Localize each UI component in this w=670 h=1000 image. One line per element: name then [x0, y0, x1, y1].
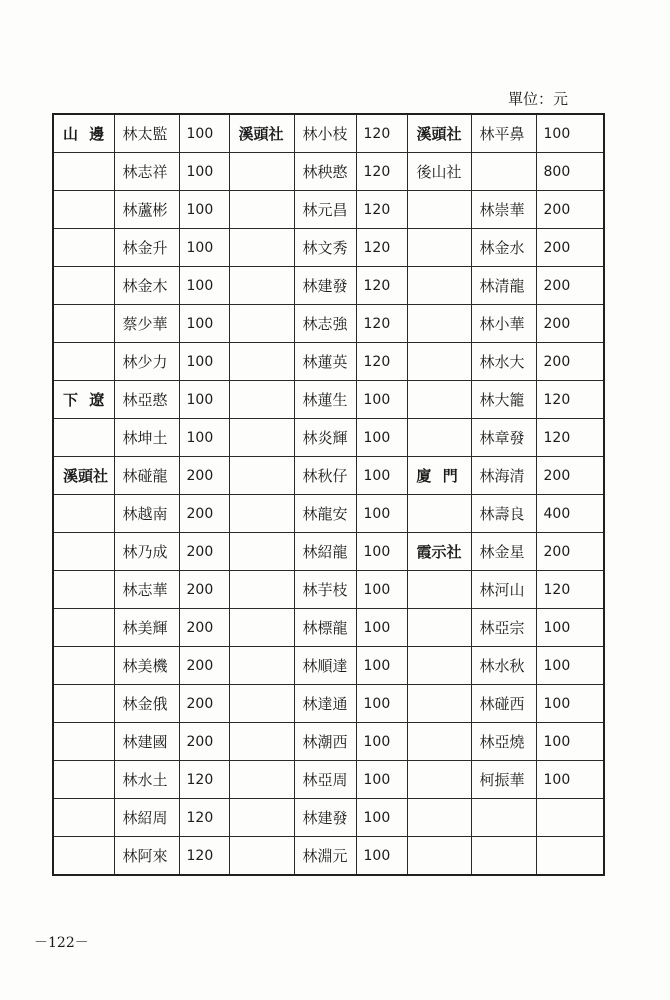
amount-cell: 100	[356, 647, 407, 685]
place-cell	[407, 647, 471, 685]
amount-cell: 100	[536, 723, 604, 761]
amount-cell: 100	[536, 609, 604, 647]
place-cell	[53, 267, 114, 305]
table-row	[53, 343, 604, 381]
donor-name-cell: 林金木	[114, 267, 179, 305]
donor-name-cell: 林平鼻	[471, 114, 536, 153]
donor-name-cell	[471, 837, 536, 876]
place-cell	[53, 419, 114, 457]
donor-name-cell: 林小枝	[294, 114, 356, 153]
place-cell: 溪頭社	[229, 114, 294, 153]
donor-name-cell: 林美輝	[114, 609, 179, 647]
place-cell	[229, 761, 294, 799]
place-cell	[407, 191, 471, 229]
amount-cell: 100	[179, 191, 229, 229]
table-row	[53, 381, 604, 419]
amount-cell: 120	[356, 114, 407, 153]
place-cell	[229, 495, 294, 533]
amount-cell: 100	[356, 571, 407, 609]
place-cell	[53, 799, 114, 837]
amount-cell: 100	[536, 761, 604, 799]
amount-cell: 100	[179, 229, 229, 267]
donor-name-cell: 林志祥	[114, 153, 179, 191]
amount-cell: 100	[356, 609, 407, 647]
place-cell	[53, 343, 114, 381]
donor-name-cell: 林越南	[114, 495, 179, 533]
donor-name-cell: 林建發	[294, 267, 356, 305]
place-cell	[53, 229, 114, 267]
donor-name-cell: 林崇華	[471, 191, 536, 229]
place-cell	[53, 533, 114, 571]
amount-cell: 100	[356, 761, 407, 799]
donor-name-cell: 林海清	[471, 457, 536, 495]
donor-name-cell: 林金星	[471, 533, 536, 571]
place-cell	[53, 153, 114, 191]
place-cell	[407, 609, 471, 647]
table-row	[53, 571, 604, 609]
place-cell	[53, 723, 114, 761]
donor-name-cell: 林建國	[114, 723, 179, 761]
donor-name-cell: 林坤土	[114, 419, 179, 457]
amount-cell: 200	[536, 457, 604, 495]
amount-cell: 100	[356, 495, 407, 533]
place-cell	[53, 495, 114, 533]
amount-cell: 100	[536, 114, 604, 153]
amount-cell: 100	[356, 799, 407, 837]
table-row	[53, 609, 604, 647]
donor-name-cell: 林大籠	[471, 381, 536, 419]
amount-cell: 200	[179, 685, 229, 723]
donor-name-cell: 林達通	[294, 685, 356, 723]
table-row	[53, 457, 604, 495]
amount-cell: 200	[536, 267, 604, 305]
place-cell	[407, 685, 471, 723]
place-cell	[407, 343, 471, 381]
place-cell	[407, 229, 471, 267]
amount-cell: 100	[179, 114, 229, 153]
amount-cell: 120	[356, 229, 407, 267]
amount-cell: 200	[179, 533, 229, 571]
place-cell	[53, 571, 114, 609]
amount-cell: 200	[179, 723, 229, 761]
place-cell: 溪頭社	[407, 114, 471, 153]
table-row	[53, 114, 604, 153]
amount-cell: 100	[179, 381, 229, 419]
place-cell	[229, 685, 294, 723]
donor-name-cell: 林建發	[294, 799, 356, 837]
donor-name-cell: 林志強	[294, 305, 356, 343]
place-cell	[229, 723, 294, 761]
donor-name-cell: 林水大	[471, 343, 536, 381]
amount-cell: 100	[356, 685, 407, 723]
place-cell	[229, 571, 294, 609]
amount-cell: 120	[356, 267, 407, 305]
amount-cell: 200	[536, 191, 604, 229]
table-row	[53, 305, 604, 343]
amount-cell: 200	[179, 647, 229, 685]
amount-cell: 120	[356, 305, 407, 343]
donor-name-cell: 林亞宗	[471, 609, 536, 647]
table-row	[53, 267, 604, 305]
amount-cell: 200	[536, 343, 604, 381]
donor-name-cell: 林章發	[471, 419, 536, 457]
donor-name-cell: 林亞周	[294, 761, 356, 799]
donor-name-cell: 林壽良	[471, 495, 536, 533]
amount-cell: 100	[356, 837, 407, 876]
donor-name-cell	[471, 153, 536, 191]
amount-cell: 100	[179, 153, 229, 191]
table-row	[53, 837, 604, 876]
donor-name-cell: 林少力	[114, 343, 179, 381]
amount-cell: 100	[356, 457, 407, 495]
donor-name-cell: 林炎輝	[294, 419, 356, 457]
table-body	[53, 114, 604, 875]
amount-cell: 100	[536, 685, 604, 723]
donor-name-cell: 林蓮英	[294, 343, 356, 381]
donor-name-cell: 林水土	[114, 761, 179, 799]
amount-cell	[536, 837, 604, 876]
amount-cell: 800	[536, 153, 604, 191]
place-cell	[407, 837, 471, 876]
donor-name-cell: 林阿來	[114, 837, 179, 876]
amount-cell: 200	[536, 305, 604, 343]
table-row	[53, 799, 604, 837]
donor-name-cell: 林秧憨	[294, 153, 356, 191]
place-cell	[53, 837, 114, 876]
amount-cell: 120	[179, 761, 229, 799]
place-cell	[229, 457, 294, 495]
amount-cell: 100	[356, 723, 407, 761]
donor-name-cell: 林金升	[114, 229, 179, 267]
amount-cell: 120	[356, 343, 407, 381]
donor-name-cell: 林水秋	[471, 647, 536, 685]
donor-name-cell: 林亞燒	[471, 723, 536, 761]
place-cell	[53, 685, 114, 723]
place-cell	[229, 799, 294, 837]
page-number: －122－	[34, 935, 89, 951]
donor-name-cell: 林順達	[294, 647, 356, 685]
donor-name-cell: 林紹周	[114, 799, 179, 837]
place-cell	[53, 761, 114, 799]
amount-cell	[536, 799, 604, 837]
amount-cell: 120	[536, 381, 604, 419]
place-cell	[229, 381, 294, 419]
table-row	[53, 761, 604, 799]
table-row	[53, 153, 604, 191]
donor-name-cell: 林美機	[114, 647, 179, 685]
place-cell	[229, 305, 294, 343]
place-cell	[229, 229, 294, 267]
donation-table	[52, 113, 605, 876]
place-cell	[229, 837, 294, 876]
table-row	[53, 495, 604, 533]
donor-name-cell: 林龍安	[294, 495, 356, 533]
amount-cell: 200	[179, 495, 229, 533]
amount-cell: 100	[356, 533, 407, 571]
place-cell	[407, 723, 471, 761]
place-cell	[229, 533, 294, 571]
amount-cell: 100	[536, 647, 604, 685]
amount-cell: 100	[356, 381, 407, 419]
amount-cell: 100	[179, 343, 229, 381]
place-cell	[407, 571, 471, 609]
place-cell	[229, 191, 294, 229]
donor-name-cell: 林秋仔	[294, 457, 356, 495]
amount-cell: 200	[179, 609, 229, 647]
donor-name-cell: 林亞憨	[114, 381, 179, 419]
place-cell	[407, 381, 471, 419]
place-cell	[229, 419, 294, 457]
donor-name-cell: 林淵元	[294, 837, 356, 876]
amount-cell: 120	[179, 837, 229, 876]
table-row	[53, 647, 604, 685]
place-cell	[229, 343, 294, 381]
donor-name-cell: 柯振華	[471, 761, 536, 799]
amount-cell: 200	[536, 533, 604, 571]
amount-cell: 200	[179, 571, 229, 609]
amount-cell: 120	[179, 799, 229, 837]
amount-cell: 120	[356, 191, 407, 229]
donor-name-cell: 林金俄	[114, 685, 179, 723]
amount-cell: 100	[356, 419, 407, 457]
unit-label: 單位：元	[508, 90, 569, 108]
donor-name-cell: 林清龍	[471, 267, 536, 305]
donor-name-cell: 林蓮生	[294, 381, 356, 419]
donor-name-cell: 林碰西	[471, 685, 536, 723]
place-cell	[407, 761, 471, 799]
amount-cell: 120	[536, 571, 604, 609]
donor-name-cell: 林芋枝	[294, 571, 356, 609]
place-cell	[407, 495, 471, 533]
amount-cell: 120	[356, 153, 407, 191]
place-cell	[407, 305, 471, 343]
place-cell	[407, 799, 471, 837]
donor-name-cell: 林小華	[471, 305, 536, 343]
donor-name-cell: 蔡少華	[114, 305, 179, 343]
place-cell	[53, 647, 114, 685]
amount-cell: 100	[179, 305, 229, 343]
place-cell: 後山社	[407, 153, 471, 191]
place-cell	[407, 419, 471, 457]
donor-name-cell: 林蘆彬	[114, 191, 179, 229]
amount-cell: 200	[536, 229, 604, 267]
amount-cell: 120	[536, 419, 604, 457]
place-cell	[53, 191, 114, 229]
donor-name-cell: 林志華	[114, 571, 179, 609]
place-cell	[229, 609, 294, 647]
table-row	[53, 533, 604, 571]
donor-name-cell: 林潮西	[294, 723, 356, 761]
place-cell: 溪頭社	[53, 457, 114, 495]
donor-name-cell: 林碰龍	[114, 457, 179, 495]
donor-name-cell: 林太監	[114, 114, 179, 153]
place-cell: 下 遼	[53, 381, 114, 419]
donor-name-cell	[471, 799, 536, 837]
place-cell	[53, 305, 114, 343]
table-row	[53, 723, 604, 761]
place-cell	[229, 647, 294, 685]
donor-name-cell: 林元昌	[294, 191, 356, 229]
donor-name-cell: 林金水	[471, 229, 536, 267]
place-cell	[53, 609, 114, 647]
donor-name-cell: 林河山	[471, 571, 536, 609]
place-cell	[407, 267, 471, 305]
table-row	[53, 685, 604, 723]
donor-name-cell: 林乃成	[114, 533, 179, 571]
amount-cell: 200	[179, 457, 229, 495]
place-cell: 山 邊	[53, 114, 114, 153]
table-row	[53, 191, 604, 229]
place-cell: 廈 門	[407, 457, 471, 495]
table-row	[53, 419, 604, 457]
table-row	[53, 229, 604, 267]
place-cell	[229, 153, 294, 191]
amount-cell: 100	[179, 267, 229, 305]
amount-cell: 100	[179, 419, 229, 457]
donor-name-cell: 林紹龍	[294, 533, 356, 571]
amount-cell: 400	[536, 495, 604, 533]
donor-name-cell: 林文秀	[294, 229, 356, 267]
place-cell: 霞示社	[407, 533, 471, 571]
donor-name-cell: 林標龍	[294, 609, 356, 647]
place-cell	[229, 267, 294, 305]
